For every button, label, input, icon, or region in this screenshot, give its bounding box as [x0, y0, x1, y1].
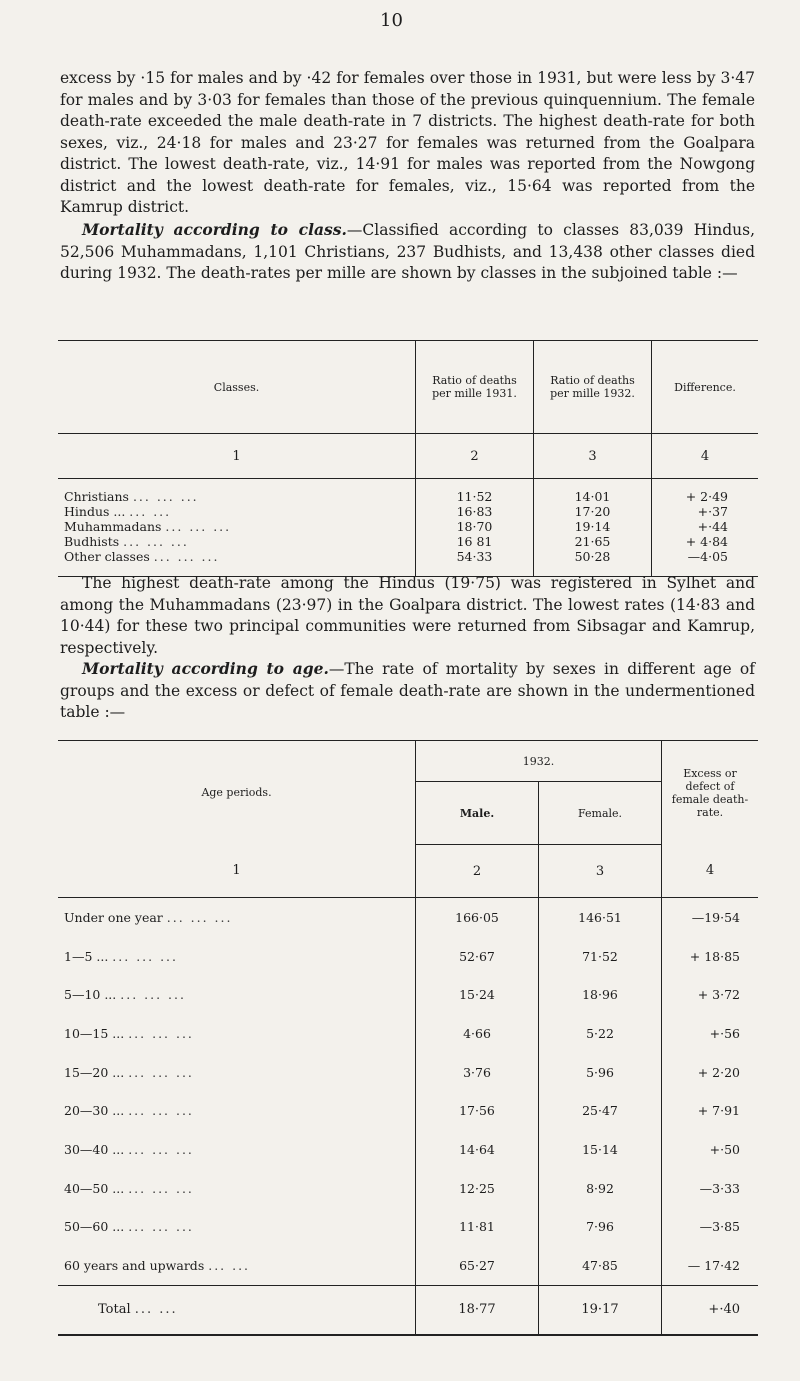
- cell-excess: —3·85: [662, 1208, 759, 1247]
- table-row: [58, 898, 758, 937]
- section-heading-age: Mortality according to age.: [82, 659, 329, 678]
- cell-female: 7·96: [539, 1208, 662, 1247]
- column-number: 2: [416, 845, 539, 898]
- header-male: Male.: [416, 782, 539, 845]
- leader-dots: ... ...: [129, 504, 172, 519]
- row-label: 15—20 ...: [64, 1064, 125, 1080]
- total-male: 18·77: [416, 1285, 539, 1335]
- cell-female: 8·92: [539, 1169, 662, 1208]
- header-ratio-1932: Ratio of deaths per mille 1932.: [534, 341, 652, 434]
- row-label: Muhammadans: [64, 519, 162, 534]
- cell-male: 166·05: [416, 898, 539, 937]
- cell-male: 15·24: [416, 975, 539, 1014]
- header-classes: Classes.: [58, 341, 416, 434]
- table-row: [58, 549, 758, 564]
- cell-female: 47·85: [539, 1246, 662, 1285]
- cell-female: 71·52: [539, 937, 662, 976]
- row-label: Hindus ...: [64, 504, 126, 519]
- leader-dots: ... ... ...: [128, 1064, 194, 1080]
- cell-difference: —4·05: [652, 549, 759, 564]
- table-header-row: [58, 741, 758, 782]
- cell-excess: — 17·42: [662, 1246, 759, 1285]
- header-female: Female.: [539, 782, 662, 845]
- row-label: 10—15 ...: [64, 1025, 125, 1041]
- row-label: Under one year: [64, 909, 163, 925]
- column-number: 2: [416, 434, 534, 479]
- paragraph-age-text: —The rate of mortality by sexes in different age of groups and the excess or defect of female death-rate are shown in the undermentioned table :—: [60, 660, 755, 721]
- column-number: 1: [58, 434, 416, 479]
- cell-difference: + 4·84: [652, 534, 759, 549]
- cell-male: 3·76: [416, 1053, 539, 1092]
- cell-1932: 14·01: [534, 489, 652, 504]
- age-death-rate-table: [58, 740, 758, 1336]
- leader-dots: ... ...: [208, 1258, 251, 1274]
- cell-1931: 18·70: [416, 519, 534, 534]
- cell-male: 4·66: [416, 1014, 539, 1053]
- header-difference: Difference.: [652, 341, 759, 434]
- total-excess: +·40: [662, 1285, 759, 1335]
- row-label: 50—60 ...: [64, 1219, 125, 1235]
- column-number: 3: [539, 845, 662, 898]
- leader-dots: ... ... ...: [128, 1025, 194, 1041]
- section-heading-class: Mortality according to class.: [82, 220, 347, 239]
- paragraph-class-text: —Classified according to classes 83,039 Hindus, 52,506 Muhammadans, 1,101 Christians, 237 Budhists, and 13,438 other classes died during 1932. The death-rates per mille are shown by classes in the subjoined table :—: [60, 221, 755, 282]
- cell-female: 15·14: [539, 1130, 662, 1169]
- table-row: [58, 519, 758, 534]
- cell-1932: 19·14: [534, 519, 652, 534]
- leader-dots: ... ... ...: [132, 489, 199, 504]
- leader-dots: ... ... ...: [165, 519, 232, 534]
- row-label: 5—10 ...: [64, 987, 117, 1003]
- cell-1931: 54·33: [416, 549, 534, 564]
- row-label: Christians: [64, 489, 129, 504]
- total-label: Total: [98, 1302, 131, 1318]
- table-row: [58, 1130, 758, 1169]
- leader-dots: ... ... ...: [128, 1180, 194, 1196]
- table-row: [58, 489, 758, 504]
- row-label: 1—5 ...: [64, 948, 109, 964]
- cell-male: 52·67: [416, 937, 539, 976]
- cell-female: 25·47: [539, 1091, 662, 1130]
- cell-excess: + 3·72: [662, 975, 759, 1014]
- cell-excess: —19·54: [662, 898, 759, 937]
- table-row: [58, 1091, 758, 1130]
- leader-dots: ... ... ...: [123, 534, 189, 549]
- column-number-row: [58, 434, 758, 479]
- cell-male: 11·81: [416, 1208, 539, 1247]
- table-row: [58, 1169, 758, 1208]
- column-number: 1: [58, 845, 416, 898]
- row-label: 30—40 ...: [64, 1141, 125, 1157]
- cell-1931: 16·83: [416, 504, 534, 519]
- cell-male: 65·27: [416, 1246, 539, 1285]
- table-header-row: [58, 341, 758, 434]
- cell-female: 5·22: [539, 1014, 662, 1053]
- cell-male: 14·64: [416, 1130, 539, 1169]
- leader-dots: ... ... ...: [128, 1141, 194, 1157]
- leader-dots: ... ... ...: [128, 1219, 194, 1235]
- column-number: 4: [662, 845, 759, 898]
- table-row: [58, 937, 758, 976]
- cell-female: 146·51: [539, 898, 662, 937]
- cell-difference: +·44: [652, 519, 759, 534]
- cell-female: 18·96: [539, 975, 662, 1014]
- row-label: Budhists: [64, 534, 120, 549]
- paragraph-death-rate-summary: excess by ·15 for males and by ·42 for females over those in 1931, but were less by 3·47 for males and by 3·03 for females than those of the previous quinquennium. The female death-rate exceeded the male death-rate in 7 districts. The highest death-rate for both sexes, viz., 24·18 for males and 23·27 for females was returned from the Goalpara district. The lowest death-rate, viz., 14·91 for males was reported from the Nowgong district and the lowest death-rate for females, viz., 15·64 was reported from the Kamrup district.: [60, 69, 755, 216]
- page-number: 10: [380, 10, 403, 31]
- row-label: 40—50 ...: [64, 1180, 125, 1196]
- row-label: Other classes: [64, 549, 150, 564]
- class-death-rate-table: [58, 340, 758, 577]
- cell-excess: —3·33: [662, 1169, 759, 1208]
- leader-dots: ... ... ...: [128, 1103, 194, 1119]
- paragraph-highest-death-rate: The highest death-rate among the Hindus (19·75) was registered in Sylhet and among the Muhammadans (23·97) in the Goalpara district. The lowest rates (14·83 and 10·44) for these two principal communities were returned from Sibsagar and Kamrup, respectively.: [60, 574, 755, 657]
- header-age-periods: Age periods.: [58, 741, 416, 845]
- cell-male: 17·56: [416, 1091, 539, 1130]
- paragraph-mortality-by-age: [60, 658, 755, 724]
- total-row: [58, 1285, 758, 1335]
- table-row: [58, 1246, 758, 1285]
- table-row: [58, 1053, 758, 1092]
- cell-excess: +·50: [662, 1130, 759, 1169]
- leader-dots: ... ... ...: [166, 909, 233, 925]
- cell-excess: + 7·91: [662, 1091, 759, 1130]
- table-row: [58, 534, 758, 549]
- column-number: 3: [534, 434, 652, 479]
- column-number-row: [58, 845, 758, 898]
- cell-female: 5·96: [539, 1053, 662, 1092]
- table-row: [58, 504, 758, 519]
- cell-excess: + 18·85: [662, 937, 759, 976]
- table-row: [58, 1208, 758, 1247]
- paragraph-mortality-by-class: [60, 219, 755, 285]
- cell-1932: 17·20: [534, 504, 652, 519]
- cell-excess: +·56: [662, 1014, 759, 1053]
- table-row: [58, 1014, 758, 1053]
- row-label: 60 years and upwards: [64, 1258, 205, 1274]
- total-female: 19·17: [539, 1285, 662, 1335]
- cell-1932: 50·28: [534, 549, 652, 564]
- cell-difference: + 2·49: [652, 489, 759, 504]
- header-excess-defect: Excess or defect of female death-rate.: [662, 741, 759, 845]
- column-number: 4: [652, 434, 759, 479]
- cell-excess: + 2·20: [662, 1053, 759, 1092]
- leader-dots: ... ... ...: [153, 549, 220, 564]
- cell-difference: +·37: [652, 504, 759, 519]
- cell-1932: 21·65: [534, 534, 652, 549]
- header-year: 1932.: [416, 741, 662, 782]
- leader-dots: ... ...: [134, 1302, 178, 1318]
- row-label: 20—30 ...: [64, 1103, 125, 1119]
- cell-1931: 16 81: [416, 534, 534, 549]
- header-ratio-1931: Ratio of deaths per mille 1931.: [416, 341, 534, 434]
- cell-male: 12·25: [416, 1169, 539, 1208]
- leader-dots: ... ... ...: [120, 987, 186, 1003]
- table-row: [58, 975, 758, 1014]
- leader-dots: ... ... ...: [112, 948, 179, 964]
- cell-1931: 11·52: [416, 489, 534, 504]
